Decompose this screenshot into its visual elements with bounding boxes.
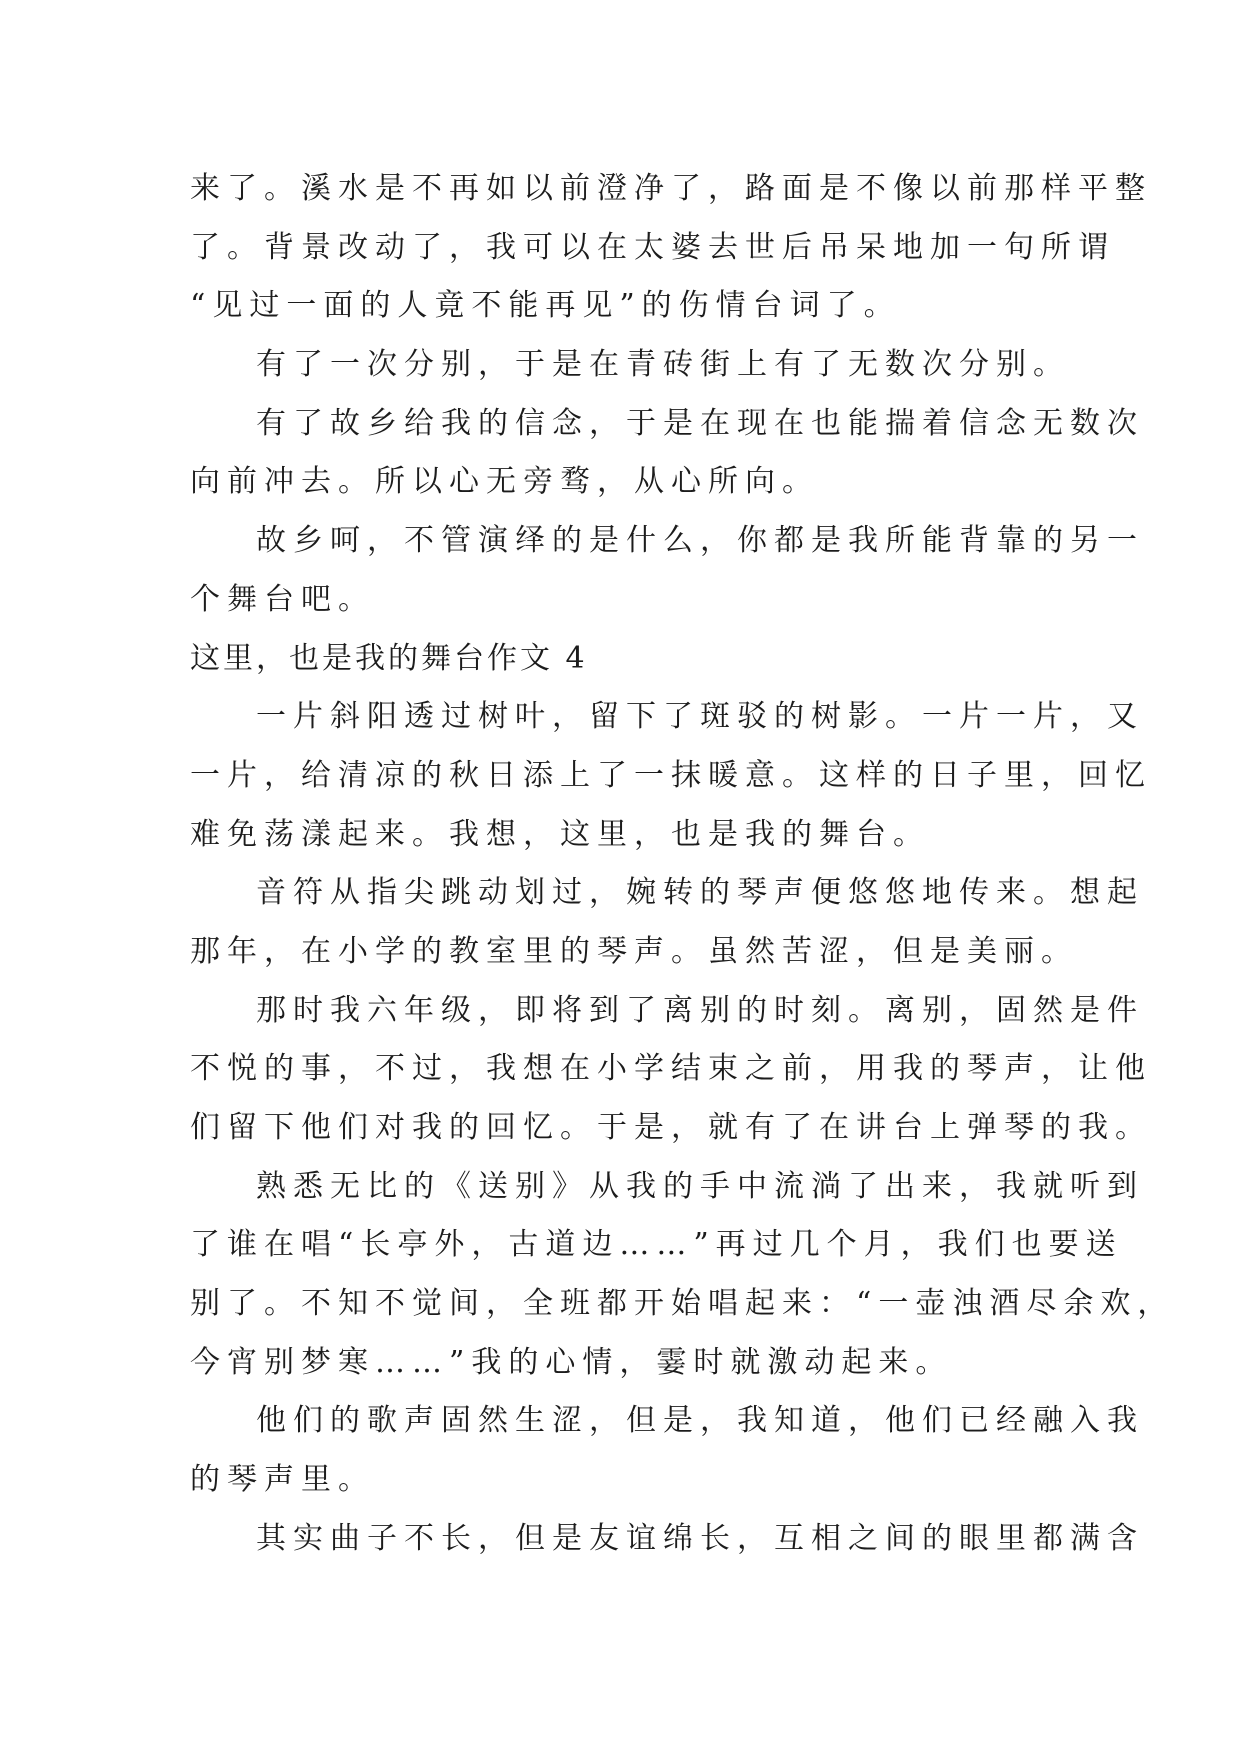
paragraph-line: 一片斜阳透过树叶，留下了斑驳的树影。一片一片，又 [256,699,1144,735]
paragraph-line: 他们的歌声固然生涩，但是，我知道，他们已经融入我 [256,1403,1144,1439]
text-line: 今宵别梦寒……”我的心情，霎时就激动起来。 [190,1344,953,1380]
document-body [190,160,1175,1569]
text-line: 了。背景改动了，我可以在太婆去世后吊呆地加一句所谓 [190,229,1115,265]
text-line: 的琴声里。 [190,1462,375,1498]
text-line: 不悦的事，不过，我想在小学结束之前，用我的琴声，让他 [190,1051,1152,1087]
text-line: 那年，在小学的教室里的琴声。虽然苦涩，但是美丽。 [190,933,1078,969]
section-heading: 这里，也是我的舞台作文 4 [190,640,588,676]
text-line: 一片，给清凉的秋日添上了一抹暖意。这样的日子里，回忆 [190,757,1152,793]
paragraph-line: 那时我六年级，即将到了离别的时刻。离别，固然是件 [256,992,1144,1028]
text-line: 来了。溪水是不再如以前澄净了，路面是不像以前那样平整 [190,171,1152,206]
text-line: 难免荡漾起来。我想，这里，也是我的舞台。 [190,816,930,852]
text-line: 个舞台吧。 [190,581,375,617]
text-line: 们留下他们对我的回忆。于是，就有了在讲台上弹琴的我。 [190,1110,1152,1145]
text-line: “见过一面的人竟不能再见”的伤情台词了。 [190,288,901,324]
text-line: 向前冲去。所以心无旁骛，从心所向。 [190,464,819,500]
paragraph-line: 有了一次分别，于是在青砖街上有了无数次分别。 [256,347,1070,383]
text-line: 了谁在唱“长亭外，古道边……”再过几个月，我们也要送 [190,1227,1123,1263]
paragraph-line: 音符从指尖跳动划过，婉转的琴声便悠悠地传来。想起 [256,875,1144,911]
text-line: 别了。不知不觉间，全班都开始唱起来：“一壶浊酒尽余欢， [190,1286,1175,1322]
paragraph-line: 有了故乡给我的信念，于是在现在也能揣着信念无数次 [256,405,1144,441]
paragraph-line: 故乡呵，不管演绎的是什么，你都是我所能背靠的另一 [256,523,1144,559]
paragraph-line: 其实曲子不长，但是友谊绵长，互相之间的眼里都满含 [256,1520,1144,1556]
paragraph-line: 熟悉无比的《送别》从我的手中流淌了出来，我就听到 [256,1168,1144,1204]
